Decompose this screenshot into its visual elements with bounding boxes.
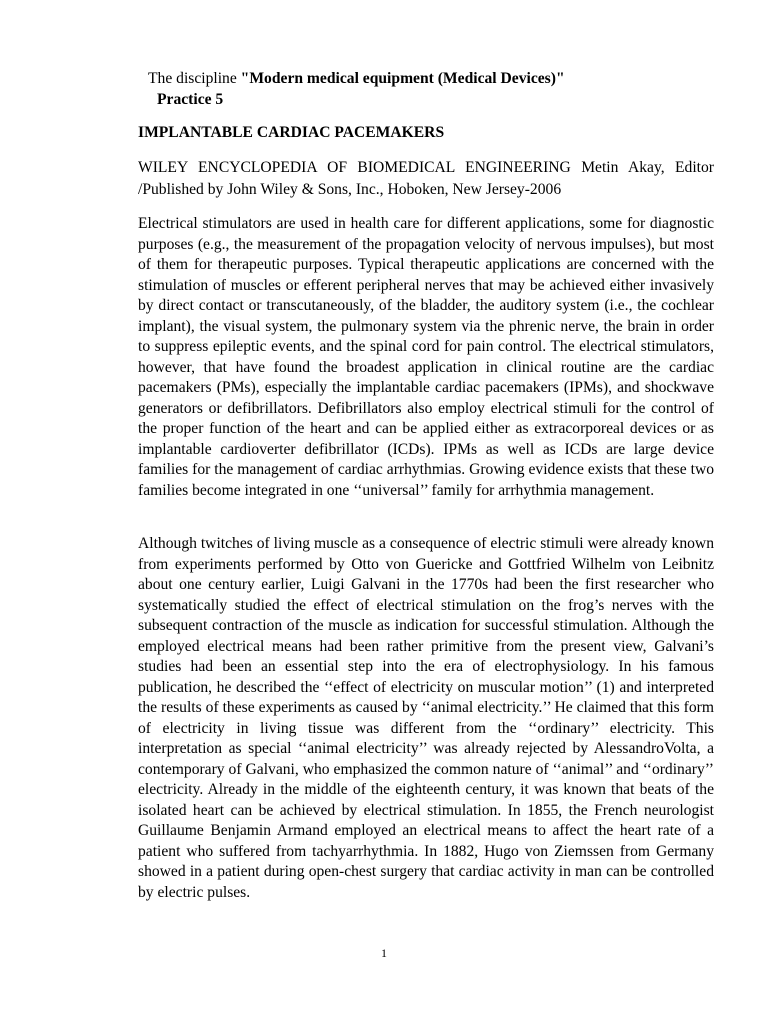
page-number: 1 — [381, 946, 387, 960]
document-title: IMPLANTABLE CARDIAC PACEMAKERS — [138, 124, 445, 141]
practice-number: Practice 5 — [157, 91, 224, 108]
discipline-name: "Modern medical equipment (Medical Devices)" — [240, 70, 565, 87]
discipline-prefix: The discipline — [148, 70, 241, 87]
paragraph-1: Electrical stimulators are used in health care for different applications, some for diagnostic purposes (e.g., the measurement of the propagation velocity of nervous impulses), but most of them for therapeutic purposes. Typical therapeutic applications are concerned with the stimulation of muscles or efferent peripheral nerves that may be achieved either invasively by direct contact or transcutaneously, of the bladder, the auditory system (i.e., the cochlear implant), the visual system, the pulmonary system via the phrenic nerve, the brain in order to suppress epileptic events, and the spinal cord for pain control. The electrical stimulators, however, that have found the broadest application in clinical routine are the cardiac pacemakers (PMs), especially the implantable cardiac pacemakers (IPMs), and shockwave generators or defibrillators. Defibrillators also employ electrical stimuli for the control of the proper function of the heart and can be applied either as extracorporeal devices or as implantable cardioverter defibrillator (ICDs). IPMs as well as ICDs are large device families for the management of cardiac arrhythmias. Growing evidence exists that these two families become integrated in one ‘‘universal’’ family for arrhythmia management. — [138, 215, 714, 499]
paragraph-2: Although twitches of living muscle as a consequence of electric stimuli were already known from experiments performed by Otto von Guericke and Gottfried Wilhelm von Leibnitz about one century earlier, Luigi Galvani in the 1770s had been the first researcher who systematically studied the effect of electrical stimulation on the frog’s nerves with the subsequent contraction of the muscle as indication for successful stimulation. Although the employed electrical means had been rather primitive from the present view, Galvani’s studies had been an essential step into the era of electrophysiology. In his famous publication, he described the ‘‘effect of electricity on muscular motion’’ (1) and interpreted the results of these experiments as caused by ‘‘animal electricity.’’ He claimed that this form of electricity in living tissue was different from the ‘‘ordinary’’ electricity. This interpretation as special ‘‘animal electricity’’ was already rejected by AlessandroVolta, a contemporary of Galvani, who emphasized the common nature of ‘‘animal’’ and ‘‘ordinary’’ electricity. Already in the middle of the eighteenth century, it was known that beats of the isolated heart can be achieved by electrical stimulation. In 1855, the French neurologist Guillaume Benjamin Armand employed an electrical means to affect the heart rate of a patient who suffered from tachyarrhythmia. In 1882, Hugo von Ziemssen from Germany showed in a patient during open-chest surgery that cardiac activity in man can be controlled by electric pulses. — [138, 535, 714, 901]
reference-citation: WILEY ENCYCLOPEDIA OF BIOMEDICAL ENGINEERING Metin Akay, Editor /Published by John Wiley & Sons, Inc., Hoboken, New Jersey-2006 — [138, 159, 714, 198]
discipline-line — [148, 69, 565, 89]
